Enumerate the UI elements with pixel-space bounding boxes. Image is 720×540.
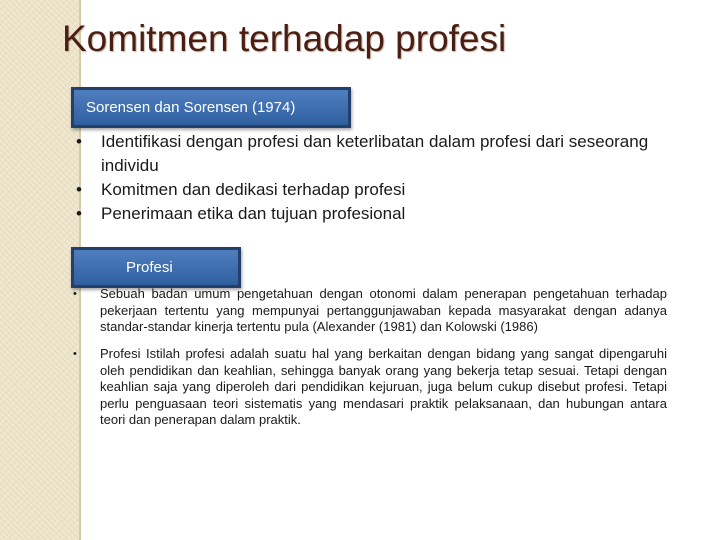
bullet-item: • Sebuah badan umum pengetahuan dengan otonomi dalam penerapan pengetahuan terhadap pekerjaan tertentu yang mempunyai pertanggunjawaban kepada masyarakat dengan adanya standar-standar kinerja tertentu pula (Alexander (1981) dan Kolowski (1986) [73, 286, 667, 346]
bullet-item: • Penerimaan etika dan tujuan profesional [73, 202, 673, 226]
bullet-item: • Profesi Istilah profesi adalah suatu hal yang berkaitan dengan bidang yang sangat dipengaruhi oleh pendidikan dan keahlian, sehingga banyak orang yang bekerja tetap sesuai. Tetapi dengan keahlian saja yang diperoleh dari pendidikan kejuruan, juga belum cukup disebut profesi. Tetapi perlu penguasaan teori sistematis yang mendasari praktik pelaksanaan, dan hubungan antara teori dan penerapan dalam praktik. [73, 346, 667, 429]
decorative-left-strip [0, 0, 79, 540]
section-label-profesi: Profesi [71, 247, 241, 288]
bullet-item: • Identifikasi dengan profesi dan keterlibatan dalam profesi dari seseorang individu [73, 130, 673, 178]
slide-title: Komitmen terhadap profesi [62, 18, 507, 59]
bullet-list-sorensen [73, 130, 673, 226]
section-label-sorensen: Sorensen dan Sorensen (1974) [71, 87, 351, 128]
bullet-list-profesi [73, 286, 667, 429]
bullet-item: • Komitmen dan dedikasi terhadap profesi [73, 178, 673, 202]
